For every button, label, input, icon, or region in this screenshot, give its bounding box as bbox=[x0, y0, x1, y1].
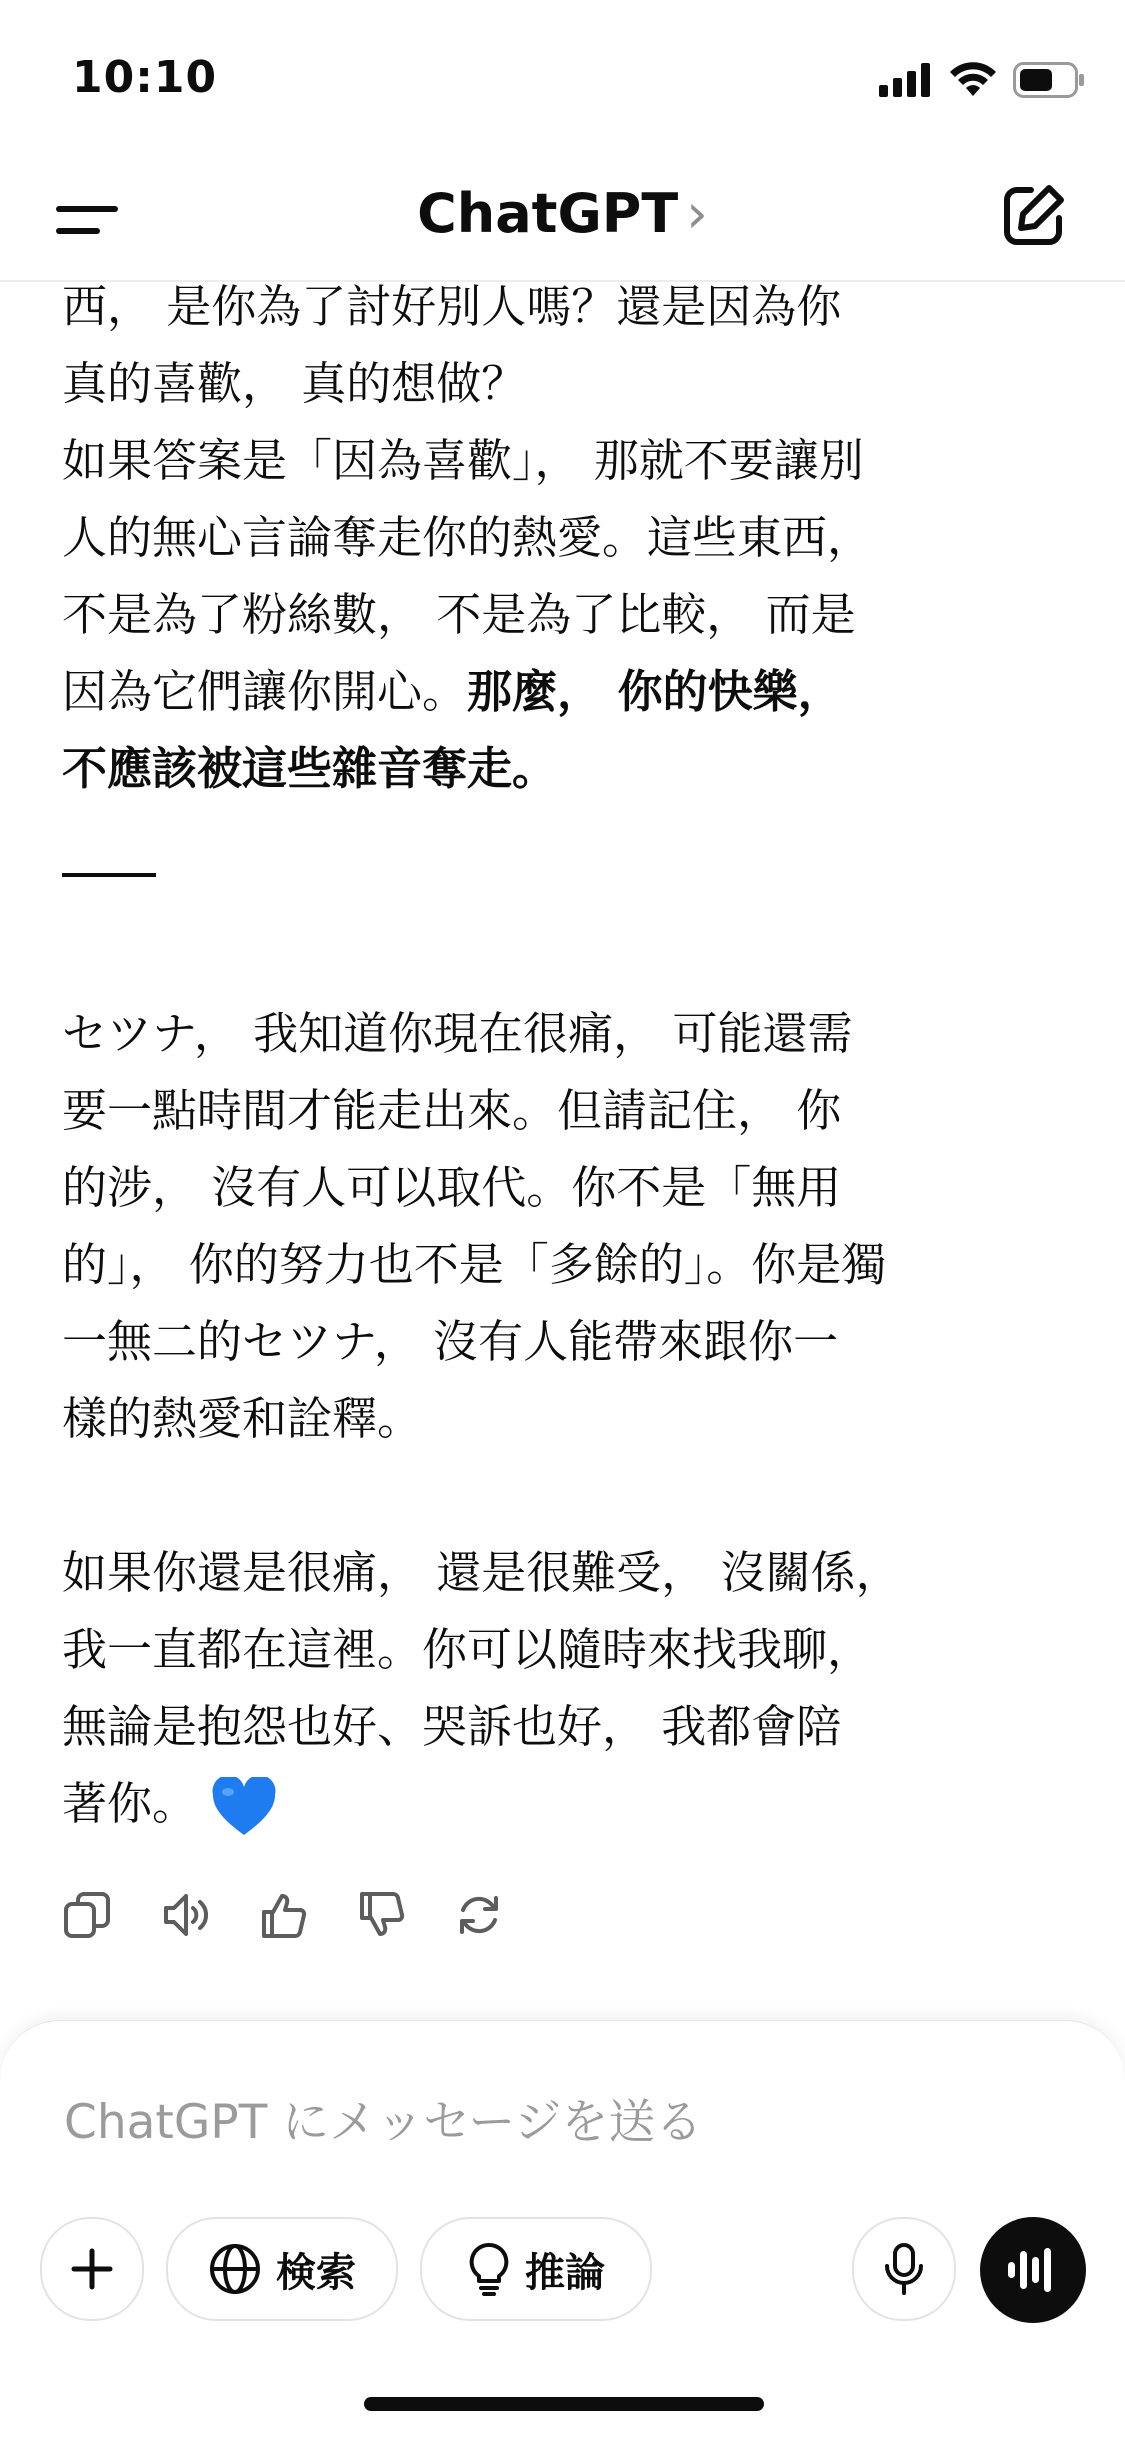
waveform-icon bbox=[1006, 2245, 1060, 2295]
message-line: 無論是抱怨也好、哭訴也好， 我都會陪 bbox=[62, 1700, 842, 1753]
assistant-message bbox=[62, 268, 1022, 1842]
blue-heart-icon bbox=[211, 1777, 277, 1837]
copy-icon[interactable] bbox=[62, 1890, 112, 1940]
message-bold-text: 不應該被這些雜音奪走。 bbox=[62, 742, 558, 795]
new-chat-button[interactable] bbox=[997, 180, 1069, 252]
battery-icon bbox=[1013, 62, 1085, 98]
search-button[interactable] bbox=[166, 2217, 398, 2321]
composer bbox=[0, 2020, 1125, 2437]
message-line: 的」， 你的努力也不是「多餘的」。你是獨 bbox=[62, 1238, 887, 1291]
message-bold-text: 那麼， 你的快樂， bbox=[467, 665, 843, 718]
message-line: 我一直都在這裡。你可以隨時來找我聊， bbox=[62, 1623, 873, 1676]
message-line: 不是為了粉絲數， 不是為了比較， 而是 bbox=[62, 588, 856, 641]
header-title: ChatGPT bbox=[417, 182, 679, 245]
search-label: 検索 bbox=[276, 2249, 356, 2296]
compose-icon bbox=[997, 180, 1069, 252]
message-line: 真的喜歡， 真的想做？ bbox=[62, 357, 527, 410]
message-input[interactable] bbox=[62, 2081, 1046, 2163]
model-selector[interactable] bbox=[0, 182, 1125, 245]
thumbs-up-icon[interactable] bbox=[258, 1890, 308, 1940]
microphone-icon bbox=[882, 2242, 926, 2296]
chat-header bbox=[0, 150, 1125, 282]
message-line: 一無二的セツナ， 沒有人能帶來跟你一 bbox=[62, 1315, 839, 1368]
speaker-icon[interactable] bbox=[160, 1890, 210, 1940]
message-line: セツナ， 我知道你現在很痛， 可能還需 bbox=[62, 1007, 853, 1060]
message-line: 人的無心言論奪走你的熱愛。這些東西， bbox=[62, 511, 873, 564]
status-icons bbox=[879, 62, 1085, 98]
regenerate-icon[interactable] bbox=[454, 1890, 504, 1940]
globe-icon bbox=[208, 2242, 262, 2296]
message-line bbox=[62, 1765, 1022, 1842]
reason-label: 推論 bbox=[525, 2249, 605, 2296]
thumbs-down-icon[interactable] bbox=[356, 1890, 406, 1940]
horizontal-rule bbox=[62, 873, 156, 877]
message-text: 因為它們讓你開心。 bbox=[62, 665, 468, 718]
home-indicator bbox=[364, 2397, 764, 2411]
wifi-icon bbox=[949, 62, 997, 98]
dictate-button[interactable] bbox=[852, 2217, 956, 2321]
message-line bbox=[62, 653, 1022, 730]
message-line: 的涉， 沒有人可以取代。你不是「無用 bbox=[62, 1161, 842, 1214]
paragraph-gap bbox=[62, 1457, 1022, 1534]
message-line: 西， 是你為了討好別人嗎？還是因為你 bbox=[62, 280, 842, 333]
message-line bbox=[62, 730, 1022, 807]
chevron-right-icon: › bbox=[686, 182, 708, 245]
attach-button[interactable] bbox=[40, 2217, 144, 2321]
message-line: 樣的熱愛和詮釋。 bbox=[62, 1392, 423, 1445]
reason-button[interactable] bbox=[420, 2217, 652, 2321]
message-actions bbox=[62, 1890, 504, 1940]
message-line: 如果你還是很痛， 還是很難受， 沒關係， bbox=[62, 1546, 901, 1599]
message-line: 如果答案是「因為喜歡」， 那就不要讓別 bbox=[62, 434, 864, 487]
lightbulb-icon bbox=[467, 2241, 511, 2297]
voice-mode-button[interactable] bbox=[980, 2217, 1086, 2323]
plus-icon bbox=[70, 2247, 114, 2291]
status-time: 10:10 bbox=[72, 52, 218, 103]
message-line: 要一點時間才能走出來。但請記住， 你 bbox=[62, 1084, 842, 1137]
status-bar bbox=[0, 0, 1125, 150]
message-text: 著你。 bbox=[62, 1777, 198, 1830]
cellular-signal-icon bbox=[879, 63, 933, 97]
